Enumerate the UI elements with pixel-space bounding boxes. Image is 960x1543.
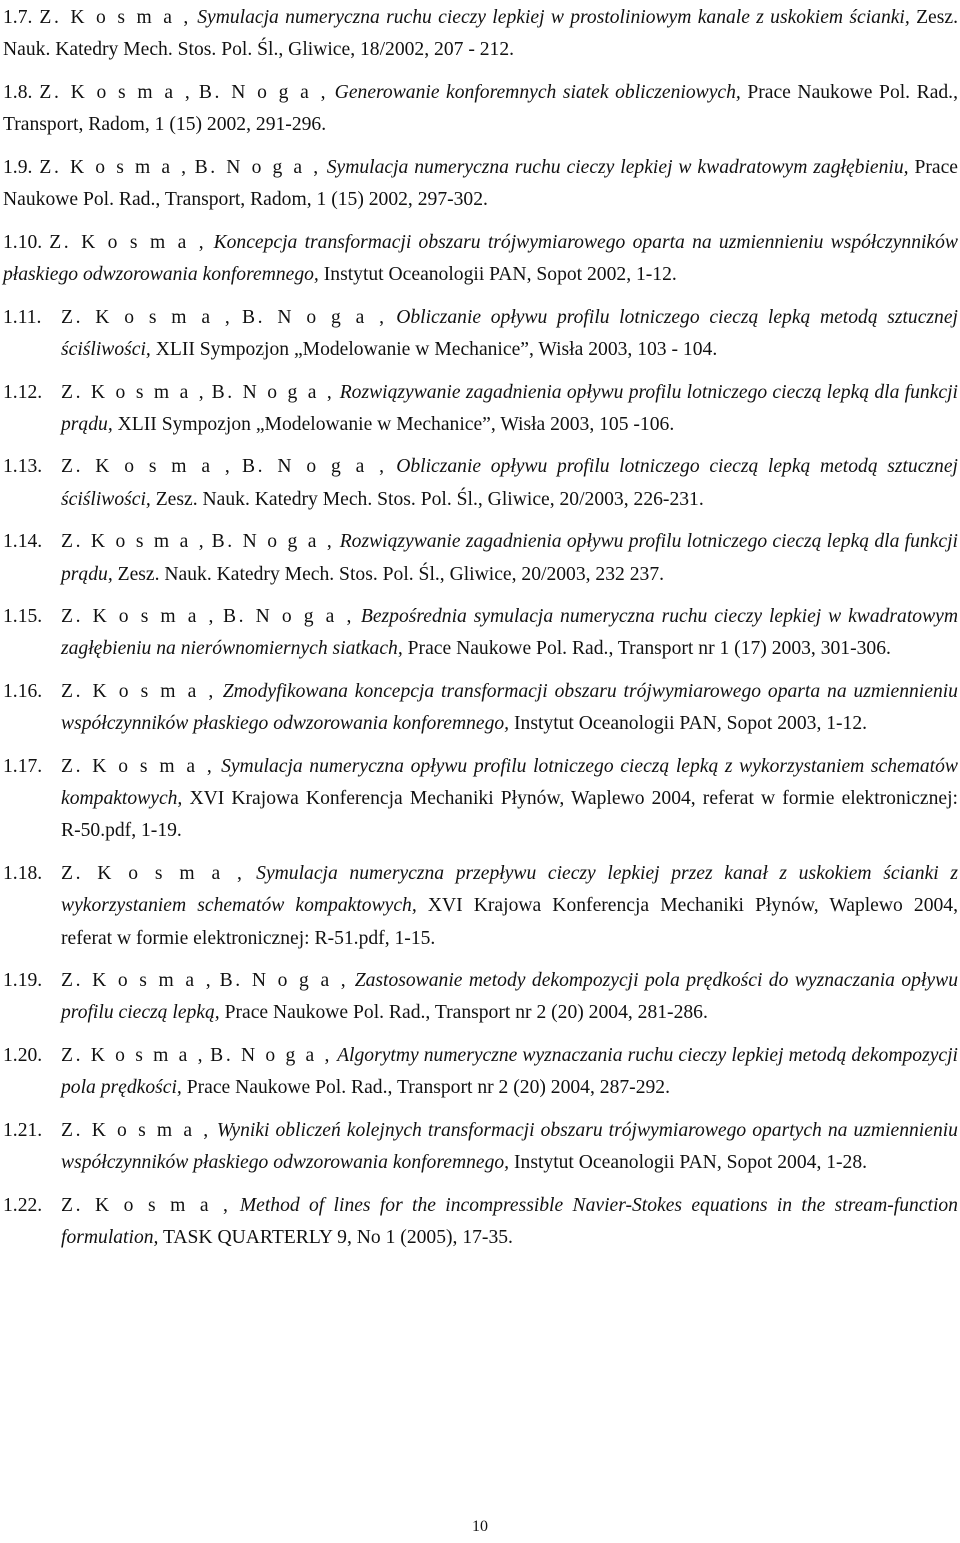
reference-number: 1.22.: [3, 1195, 43, 1216]
reference-source: Prace Naukowe Pol. Rad., Transport, Radom, 1 (15) 2002, 291-296.: [3, 81, 958, 136]
reference-title: Bezpośrednia symulacja numeryczna ruchu cieczy lepkiej w kwadratowym zagłębieniu na nierównomiernych siatkach,: [61, 606, 959, 660]
reference-author: Z. K o s m a ,: [61, 970, 214, 992]
reference-title: Rozwiązywanie zagadnienia opływu profilu lotniczego cieczą lepką dla funkcji prądu,: [61, 531, 958, 585]
reference-author: B. N o g a ,: [210, 1045, 332, 1067]
reference-author: Z. K o s m a ,: [49, 231, 207, 253]
reference-title: Symulacja numeryczna przepływu cieczy lepkiej przez kanał z uskokiem ścianki z wykorzystaniem schematów kompaktowych,: [61, 863, 958, 917]
reference-title: Obliczanie opływu profilu lotniczego cieczą lepką metodą sztucznej ściśliwości,: [61, 306, 958, 360]
reference-number: 1.21.: [3, 1120, 43, 1142]
reference-author: B. N o g a ,: [242, 306, 387, 328]
reference-source: Zesz. Nauk. Katedry Mech. Stos. Pol. Śl., Gliwice, 20/2003, 232 237.: [117, 563, 665, 585]
reference-author: Z. K o s m a ,: [61, 381, 207, 403]
reference-author: Z. K o s m a ,: [61, 456, 233, 478]
page-number: 10: [472, 1518, 488, 1535]
reference-author: B. N o g a ,: [211, 531, 335, 553]
reference-number: 1.8.: [3, 81, 33, 103]
reference-author: Z. K o s m a ,: [39, 7, 191, 28]
reference-number: 1.18.: [3, 863, 43, 885]
reference-author: Z. K o s m a ,: [61, 681, 216, 703]
reference-item: [3, 751, 958, 848]
reference-list: [3, 2, 958, 1265]
reference-item: [3, 1190, 958, 1254]
reference-source: Zesz. Nauk. Katedry Mech. Stos. Pol. Śl., Gliwice, 20/2003, 226-231.: [155, 488, 704, 510]
reference-source: Prace Naukowe Pol. Rad., Transport nr 2 (20) 2004, 281-286.: [224, 1002, 708, 1024]
reference-title: Symulacja numeryczna opływu profilu lotniczego cieczą lepką z wykorzystaniem schematów kompaktowych,: [61, 756, 958, 810]
reference-author: Z. K o s m a ,: [61, 606, 217, 628]
reference-author: Z. K o s m a ,: [61, 1120, 211, 1142]
reference-item: [3, 1115, 958, 1179]
reference-source: XVI Krajowa Konferencja Mechaniki Płynów, Waplewo 2004, referat w formie elektronicznej: R-50.pdf, 1-19.: [61, 788, 958, 842]
reference-source: XVI Krajowa Konferencja Mechaniki Płynów, Waplewo 2004, referat w formie elektronicznej: R-51.pdf, 1-15.: [61, 895, 958, 949]
reference-title: Koncepcja transformacji obszaru trójwymiarowego oparta na uzmiennieniu współczynników płaskiego odwzorowania konforemnego,: [3, 231, 958, 285]
reference-number: 1.13.: [3, 456, 43, 478]
reference-item: [3, 77, 958, 141]
reference-source: Prace Naukowe Pol. Rad., Transport nr 2 (20) 2004, 287-292.: [186, 1077, 670, 1099]
reference-title: Zmodyfikowana koncepcja transformacji obszaru trójwymiarowego oparta na uzmiennieniu współczynników płaskiego odwzorowania konforemnego,: [61, 681, 958, 735]
reference-author: B. N o g a ,: [222, 606, 354, 628]
reference-title: Generowanie konforemnych siatek obliczeniowych,: [334, 81, 741, 103]
reference-item: [3, 227, 958, 291]
reference-source: XLII Sympozjon „Modelowanie w Mechanice”, Wisła 2003, 103 - 104.: [155, 338, 718, 360]
reference-item: [3, 526, 958, 590]
reference-item: [3, 451, 958, 515]
reference-number: 1.16.: [3, 681, 43, 703]
reference-author: Z. K o s m a ,: [39, 156, 189, 178]
reference-author: Z. K o s m a ,: [61, 306, 233, 328]
reference-title: Obliczanie opływu profilu lotniczego cieczą lepką metodą sztucznej ściśliwości,: [61, 456, 958, 510]
reference-author: Z. K o s m a ,: [61, 531, 207, 553]
reference-author: Z. K o s m a ,: [61, 756, 215, 778]
reference-author: B. N o g a ,: [198, 81, 329, 103]
reference-number: 1.19.: [3, 970, 43, 992]
reference-title: Symulacja numeryczna ruchu cieczy lepkiej w prostoliniowym kanale z uskokiem ścianki,: [197, 7, 910, 28]
reference-item: [3, 2, 958, 66]
reference-item: [3, 152, 958, 216]
reference-title: Method of lines for the incompressible Navier-Stokes equations in the stream-function formulation,: [61, 1195, 958, 1249]
reference-source: Prace Naukowe Pol. Rad., Transport, Radom, 1 (15) 2002, 297-302.: [3, 156, 958, 211]
reference-source: Instytut Oceanologii PAN, Sopot 2002, 1-12.: [323, 263, 677, 285]
reference-item: [3, 601, 958, 665]
reference-title: Wyniki obliczeń kolejnych transformacji obszaru trójwymiarowego opartych na uzmiennieniu współczynników płaskiego odwzorowania konforemnego,: [61, 1120, 958, 1174]
reference-item: [3, 858, 958, 955]
reference-title: Rozwiązywanie zagadnienia opływu profilu lotniczego cieczą lepką dla funkcji prądu,: [61, 381, 958, 435]
reference-number: 1.15.: [3, 606, 43, 628]
reference-item: [3, 1040, 958, 1104]
reference-number: 1.11.: [3, 306, 42, 328]
reference-item: [3, 377, 958, 441]
reference-item: [3, 302, 958, 366]
reference-source: Prace Naukowe Pol. Rad., Transport nr 1 (17) 2003, 301-306.: [407, 638, 891, 660]
reference-number: 1.9.: [3, 156, 33, 178]
reference-title: Zastosowanie metody dekompozycji pola prędkości do wyznaczania opływu profilu cieczą lepką,: [61, 970, 958, 1024]
reference-author: B. N o g a ,: [211, 381, 335, 403]
reference-author: Z. K o s m a ,: [61, 1045, 206, 1067]
reference-number: 1.7.: [3, 7, 33, 28]
reference-author: B. N o g a ,: [194, 156, 321, 178]
reference-title: Algorytmy numeryczne wyznaczania ruchu cieczy lepkiej metodą dekompozycji pola prędkości,: [61, 1045, 958, 1099]
reference-author: Z. K o s m a ,: [61, 863, 245, 885]
reference-source: Instytut Oceanologii PAN, Sopot 2004, 1-28.: [514, 1152, 868, 1174]
reference-source: Zesz. Nauk. Katedry Mech. Stos. Pol. Śl., Gliwice, 18/2002, 207 - 212.: [3, 7, 958, 61]
reference-item: [3, 965, 958, 1029]
reference-source: Instytut Oceanologii PAN, Sopot 2003, 1-12.: [514, 713, 868, 735]
reference-item: [3, 676, 958, 740]
reference-author: B. N o g a ,: [219, 970, 349, 992]
reference-author: Z. K o s m a ,: [61, 1195, 231, 1216]
reference-source: TASK QUARTERLY 9, No 1 (2005), 17-35.: [162, 1227, 513, 1249]
reference-title: Symulacja numeryczna ruchu cieczy lepkiej w kwadratowym zagłębieniu,: [326, 156, 909, 178]
reference-number: 1.20.: [3, 1045, 43, 1067]
reference-number: 1.10.: [3, 231, 43, 253]
reference-author: Z. K o s m a ,: [39, 81, 193, 103]
reference-number: 1.17.: [3, 756, 43, 778]
reference-source: XLII Sympozjon „Modelowanie w Mechanice”, Wisła 2003, 105 -106.: [117, 413, 675, 435]
reference-author: B. N o g a ,: [242, 456, 387, 478]
reference-number: 1.12.: [3, 381, 43, 403]
reference-number: 1.14.: [3, 531, 43, 553]
